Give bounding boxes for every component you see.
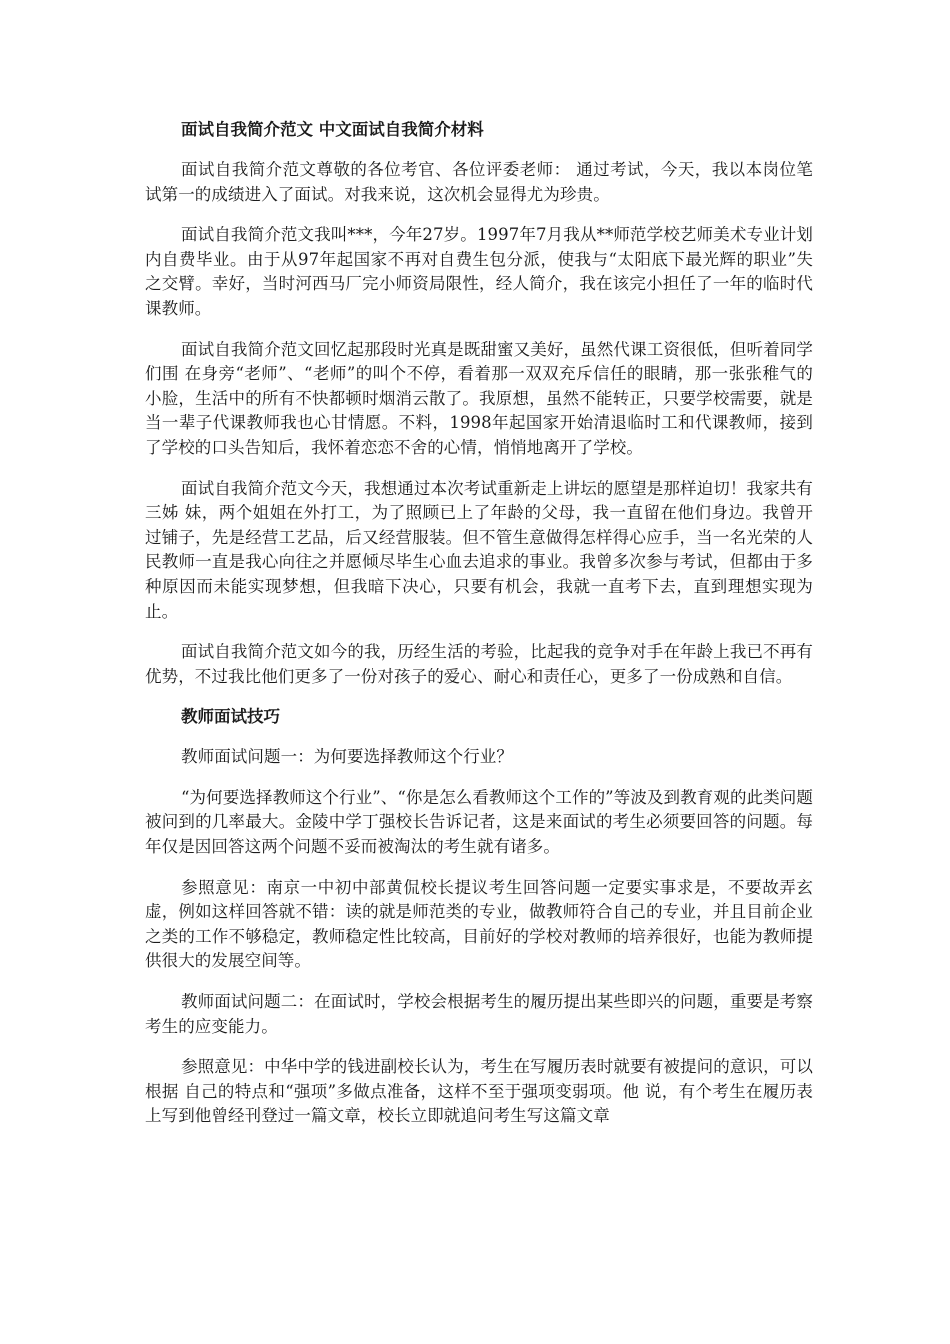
paragraph-3: 面试自我简介范文回忆起那段时光真是既甜蜜又美好，虽然代课工资很低，但听着同学们围 在身旁“老师”、“老师”的叫个不停，看着那一双双充斥信任的眼睛，那一张张稚气的小脸，生活中的所有不快都顿时烟消云散了。我原想，虽然不能转正，只要学校需要，就是当一辈子代课教师我也心甘情愿。不料，1998年起国家开始清退临时工和代课教师，接到了学校的口头告知后，我怀着恋恋不舍的心情，悄悄地离开了学校。	[145, 339, 813, 457]
paragraph-6: “为何要选择教师这个行业”、“你是怎么看教师这个工作的”等波及到教育观的此类问题被问到的几率最大。金陵中学丁强校长告诉记者，这是来面试的考生必须要回答的问题。每年仅是因回答这两个问题不妥而被淘汰的考生就有诸多。	[145, 787, 813, 857]
paragraph-5: 面试自我简介范文如今的我，历经生活的考验，比起我的竞争对手在年龄上我已不再有优势，不过我比他们更多了一份对孩子的爱心、耐心和责任心，更多了一份成熟和自信。	[145, 642, 813, 686]
paragraph-2: 面试自我简介范文我叫***，今年27岁。1997年7月我从**师范学校艺师美术专业计划内自费毕业。由于从97年起国家不再对自费生包分派，使我与“太阳底下最光辉的职业”失之交臂。幸好，当时河西马厂完小师资局限性，经人简介，我在该完小担任了一年的临时代课教师。	[145, 225, 813, 318]
question-2: 教师面试问题二：在面试时，学校会根据考生的履历提出某些即兴的问题，重要是考察考生的应变能力。	[145, 992, 813, 1036]
document-title: 面试自我简介范文 中文面试自我简介材料	[181, 120, 484, 139]
paragraph-4: 面试自我简介范文今天，我想通过本次考试重新走上讲坛的愿望是那样迫切！我家共有三姊 妹，两个姐姐在外打工，为了照顾已上了年龄的父母，我一直留在他们身边。我曾开过铺子，先是经营工艺品，后又经营服装。但不管生意做得怎样得心应手，当一名光荣的人民教师一直是我心向往之并愿倾尽毕生心血去追求的事业。我曾多次参与考试，但都由于多种原因而未能实现梦想，但我暗下决心，只要有机会，我就一直考下去，直到理想实现为止。	[145, 478, 813, 621]
document-page	[145, 118, 813, 1145]
paragraph-1: 面试自我简介范文尊敬的各位考官、各位评委老师： 通过考试，今天，我以本岗位笔试第一的成绩进入了面试。对我来说，这次机会显得尤为珍贵。	[145, 160, 813, 204]
advice-2: 参照意见：中华中学的钱进副校长认为，考生在写履历表时就要有被提问的意识，可以根据 自己的特点和“强项”多做点准备，这样不至于强项变弱项。他 说，有个考生在履历表上写到他曾经刊登过一篇文章，校长立即就追问考生写这篇文章	[145, 1057, 813, 1126]
section-title-teacher-interview-tips: 教师面试技巧	[181, 707, 280, 727]
advice-1: 参照意见：南京一中初中部黄侃校长提议考生回答问题一定要实事求是，不要故弄玄虚，例如这样回答就不错：读的就是师范类的专业，做教师符合自己的专业，并且目前企业之类的工作不够稳定，教师稳定性比较高，目前好的学校对教师的培养很好，也能为教师提供很大的发展空间等。	[145, 877, 813, 971]
question-1: 教师面试问题一：为何要选择教师这个行业？	[181, 747, 513, 767]
